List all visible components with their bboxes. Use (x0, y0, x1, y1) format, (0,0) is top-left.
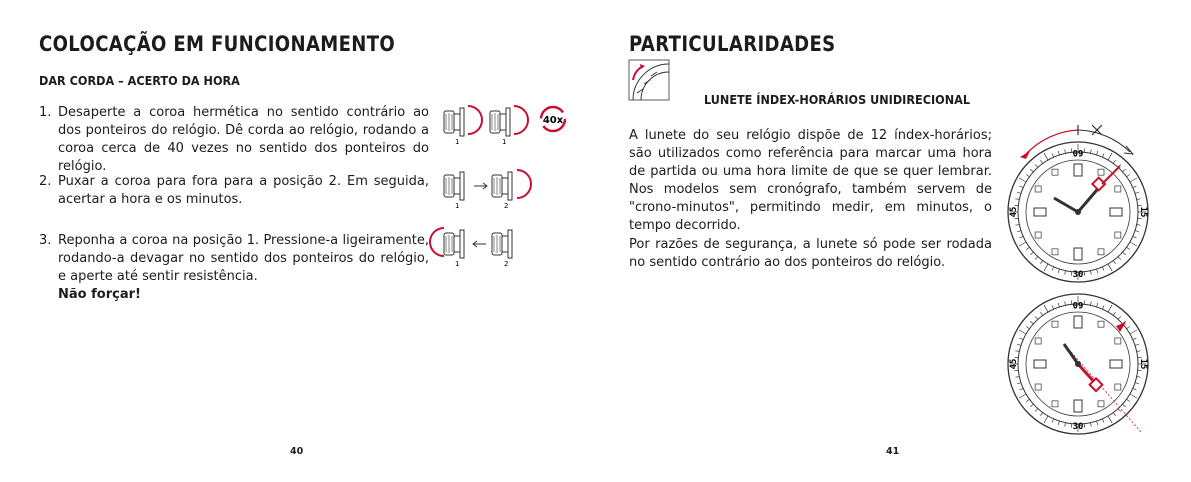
position-label: 1 (455, 202, 460, 210)
hour-index (1035, 384, 1041, 390)
step-text-body: Reponha a coroa na posição 1. Pressione-a ligeiramente, rodando-a devagar no sentido dos ponteiros do relógio, e aperte até sentir resistência. (58, 233, 429, 284)
position-label: 1 (455, 260, 460, 268)
paragraph-2: Por razões de segurança, a lunete só pode ser rodada no sentido contrário ao dos ponteiros do relógio. (629, 237, 992, 270)
rotation-arrow-icon (514, 106, 528, 134)
bezel-number: 45 (1009, 206, 1019, 218)
page-number: 41 (886, 446, 900, 457)
step-text: Puxar a coroa para fora para a posição 2. Em seguida, acertar a hora e os minutos. (58, 174, 429, 207)
crown-icon (492, 172, 512, 200)
position-label: 1 (455, 138, 460, 146)
hour-index (1115, 338, 1121, 344)
bezel-number: 30 (1072, 422, 1084, 432)
warning-text: Não forçar! (58, 287, 141, 302)
hour-index (1115, 232, 1121, 238)
hour-index (1098, 249, 1104, 255)
hour-index (1052, 321, 1058, 327)
bezel-number: 60 (1072, 147, 1084, 157)
watch-diagram-1 (1006, 124, 1156, 284)
hour-index (1098, 321, 1104, 327)
crown-illustrations (438, 102, 578, 272)
hour-index (1115, 384, 1121, 390)
section-title: COLOCAÇÃO EM FUNCIONAMENTO (39, 32, 396, 56)
bezel-number: 45 (1009, 358, 1019, 370)
position-label: 1 (502, 138, 507, 146)
right-page (596, 0, 1191, 482)
hour-index (1052, 401, 1058, 407)
crown-icon (444, 230, 464, 258)
rotation-arrow-icon (468, 106, 482, 134)
step-text: Desaperte a coroa hermética no sentido contrário ao dos ponteiros do relógio. Dê corda ao relógio, rodando a coroa cerca de 40 vezes no sentido dos ponteiros do relógio. (58, 105, 429, 174)
section-subtitle: DAR CORDA – ACERTO DA HORA (39, 73, 240, 88)
hour-index (1098, 401, 1104, 407)
bezel-detail-icon (629, 60, 669, 100)
position-label: 2 (504, 202, 509, 210)
step-text (58, 232, 429, 304)
step-number: 3. (39, 233, 52, 248)
section-subtitle: LUNETE ÍNDEX-HORÁRIOS UNIDIRECIONAL (704, 92, 971, 107)
hour-index (1035, 186, 1041, 192)
paragraph-1: A lunete do seu relógio dispõe de 12 índex-horários; são utilizados como referência para marcar uma hora de partida ou uma hora limite de que se quer lembrar. Nos modelos sem cronógrafo, também servem de "crono-minutos", permitindo medir, em minutos, o tempo decorrido. (629, 128, 992, 233)
hour-index (1098, 169, 1104, 175)
hour-index (1035, 232, 1041, 238)
step-2 (39, 173, 429, 209)
bezel-number: 30 (1072, 270, 1084, 280)
hour-index (1052, 169, 1058, 175)
crown-icon (444, 172, 464, 200)
rotation-arrow-icon (517, 170, 531, 198)
watch-diagram-2 (1006, 292, 1156, 442)
hour-index (1115, 186, 1121, 192)
crown-icon (444, 108, 464, 136)
step-number: 1. (39, 105, 52, 120)
position-label: 2 (504, 260, 509, 268)
bezel-number: 15 (1138, 358, 1148, 370)
cross-icon (1092, 125, 1102, 135)
rotation-arrow-icon (430, 228, 444, 256)
bezel-number: 60 (1072, 299, 1084, 309)
section-title: PARTICULARIDADES (629, 32, 836, 56)
step-1 (39, 104, 429, 176)
turns-badge: 40x (542, 115, 564, 126)
page-number: 40 (290, 446, 304, 457)
hour-index (1052, 249, 1058, 255)
crown-icon (490, 108, 510, 136)
bezel-number: 15 (1138, 206, 1148, 218)
step-number: 2. (39, 174, 52, 189)
crown-icon (492, 230, 512, 258)
hour-index (1035, 338, 1041, 344)
step-3 (39, 232, 429, 304)
